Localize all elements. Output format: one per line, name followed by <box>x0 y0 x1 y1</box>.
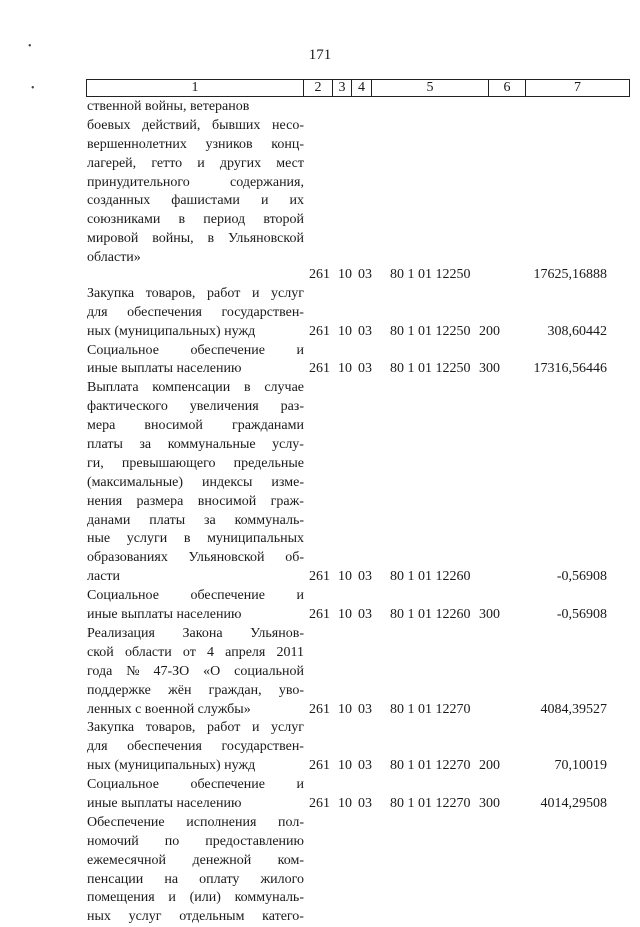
line-description: Закупка товаров, работ и услуг <box>87 285 304 301</box>
cell-c4: 03 <box>358 267 372 283</box>
line-description: лагерей, гетто и других мест <box>87 155 304 171</box>
line-description: созданных фашистами и их <box>87 193 304 209</box>
cell-c6: 300 <box>479 795 500 811</box>
cell-c2: 261 <box>309 267 330 283</box>
table-line <box>87 908 627 927</box>
line-description: Закупка товаров, работ и услуг <box>87 720 304 736</box>
table-line <box>87 587 627 606</box>
table-line <box>87 436 627 455</box>
cell-c6: 300 <box>479 361 500 377</box>
line-description: номочий по предоставлению <box>87 833 304 849</box>
column-header-3: 3 <box>333 80 352 97</box>
table-line <box>87 360 627 379</box>
line-description: иные выплаты населению <box>87 795 242 811</box>
cell-c3: 10 <box>338 701 352 717</box>
line-description: помещения и (или) коммуналь- <box>87 890 304 906</box>
line-description: Выплата компенсации в случае <box>87 380 304 396</box>
cell-c5: 80 1 01 12250 <box>390 267 471 283</box>
cell-c7: 17316,56446 <box>533 361 607 377</box>
line-description: мера вносимой гражданами <box>87 418 304 434</box>
table-line <box>87 174 627 193</box>
line-description: пенсации на оплату жилого <box>87 871 304 887</box>
table-line <box>87 701 627 720</box>
table-line <box>87 644 627 663</box>
table-line <box>87 285 627 304</box>
cell-c2: 261 <box>309 569 330 585</box>
cell-c7: 4014,29508 <box>540 795 607 811</box>
line-description: ные услуги в муниципальных <box>87 531 304 547</box>
table-line <box>87 663 627 682</box>
page-number: 171 <box>308 47 332 63</box>
cell-c2: 261 <box>309 607 330 623</box>
line-description: фактического увеличения раз- <box>87 399 304 415</box>
cell-c5: 80 1 01 12260 <box>390 607 471 623</box>
table-line <box>87 266 627 285</box>
table-line <box>87 568 627 587</box>
cell-c5: 80 1 01 12270 <box>390 795 471 811</box>
line-description: ежемесячной денежной ком- <box>87 852 304 868</box>
line-description: образованиях Ульяновской об- <box>87 550 304 566</box>
cell-c4: 03 <box>358 323 372 339</box>
line-description: ственной войны, ветеранов <box>87 99 250 114</box>
table-line <box>87 871 627 890</box>
cell-c5: 80 1 01 12250 <box>390 323 471 339</box>
table-line <box>87 211 627 230</box>
column-header-row <box>86 79 630 97</box>
line-description: ги, превышающего предельные <box>87 455 304 471</box>
cell-c4: 03 <box>358 361 372 377</box>
line-description: ных услуг отдельным катего- <box>87 909 304 925</box>
table-line <box>87 398 627 417</box>
column-header-7: 7 <box>526 80 630 97</box>
cell-c3: 10 <box>338 795 352 811</box>
line-description: Обеспечение исполнения пол- <box>87 814 304 830</box>
cell-c7: 308,60442 <box>547 323 607 339</box>
cell-c7: 17625,16888 <box>533 267 607 283</box>
cell-c4: 03 <box>358 795 372 811</box>
table-line <box>87 155 627 174</box>
cell-c2: 261 <box>309 758 330 774</box>
line-description: принудительного содержания, <box>87 174 304 190</box>
table-line <box>87 549 627 568</box>
table-line <box>87 776 627 795</box>
cell-c5: 80 1 01 12270 <box>390 701 471 717</box>
line-description: Социальное обеспечение и <box>87 342 304 358</box>
table-line <box>87 795 627 814</box>
table-line <box>87 530 627 549</box>
line-description: данами платы за коммуналь- <box>87 512 304 528</box>
line-description: Реализация Закона Ульянов- <box>87 625 304 641</box>
cell-c7: -0,56908 <box>556 569 607 585</box>
cell-c2: 261 <box>309 323 330 339</box>
cell-c6: 200 <box>479 758 500 774</box>
line-description: ской области от 4 апреля 2011 <box>87 644 304 660</box>
cell-c3: 10 <box>338 569 352 585</box>
line-description: Социальное обеспечение и <box>87 588 304 604</box>
cell-c4: 03 <box>358 569 372 585</box>
table-line <box>87 117 627 136</box>
table-line <box>87 682 627 701</box>
cell-c5: 80 1 01 12250 <box>390 361 471 377</box>
line-description: боевых действий, бывших несо- <box>87 117 304 133</box>
cell-c7: 4084,39527 <box>540 701 607 717</box>
cell-c5: 80 1 01 12260 <box>390 569 471 585</box>
line-description: области» <box>87 250 141 266</box>
cell-c4: 03 <box>358 758 372 774</box>
table-line <box>87 625 627 644</box>
table-line <box>87 379 627 398</box>
cell-c3: 10 <box>338 267 352 283</box>
table-line <box>87 889 627 908</box>
column-header-5: 5 <box>372 80 489 97</box>
cell-c3: 10 <box>338 361 352 377</box>
line-description: вершеннолетних узников конц- <box>87 136 304 152</box>
line-description: ласти <box>87 569 121 585</box>
cell-c3: 10 <box>338 758 352 774</box>
line-description: для обеспечения государствен- <box>87 304 304 320</box>
table-line <box>87 606 627 625</box>
table-line <box>87 814 627 833</box>
table-line <box>87 738 627 757</box>
line-description: ных (муниципальных) нужд <box>87 758 256 774</box>
cell-c2: 261 <box>309 361 330 377</box>
line-description: Социальное обеспечение и <box>87 777 304 793</box>
cell-c2: 261 <box>309 795 330 811</box>
line-description: платы за коммунальные услу- <box>87 437 304 453</box>
table-line <box>87 852 627 871</box>
table-line <box>87 192 627 211</box>
budget-table-body <box>87 98 627 927</box>
cell-c7: -0,56908 <box>556 607 607 623</box>
table-line <box>87 323 627 342</box>
table-line <box>87 98 627 117</box>
table-line <box>87 512 627 531</box>
line-description: для обеспечения государствен- <box>87 739 304 755</box>
line-description: (максимальные) индексы изме- <box>87 474 304 490</box>
line-description: ленных с военной службы» <box>87 701 251 717</box>
table-line <box>87 455 627 474</box>
cell-c6: 300 <box>479 607 500 623</box>
cell-c4: 03 <box>358 607 372 623</box>
table-line <box>87 719 627 738</box>
table-line <box>87 493 627 512</box>
line-description: иные выплаты населению <box>87 607 242 623</box>
table-line <box>87 417 627 436</box>
scan-mark: • <box>28 41 32 52</box>
table-line <box>87 833 627 852</box>
cell-c7: 70,10019 <box>554 758 607 774</box>
table-line <box>87 474 627 493</box>
cell-c2: 261 <box>309 701 330 717</box>
table-line <box>87 342 627 361</box>
line-description: ных (муниципальных) нужд <box>87 323 256 339</box>
cell-c6: 200 <box>479 323 500 339</box>
cell-c3: 10 <box>338 607 352 623</box>
column-header-2: 2 <box>304 80 333 97</box>
column-header-4: 4 <box>352 80 372 97</box>
line-description: союзниками в период второй <box>87 212 304 228</box>
line-description: поддержке жён граждан, уво- <box>87 682 304 698</box>
line-description: года № 47-ЗО «О социальной <box>87 663 304 679</box>
cell-c4: 03 <box>358 701 372 717</box>
table-line <box>87 136 627 155</box>
cell-c5: 80 1 01 12270 <box>390 758 471 774</box>
line-description: иные выплаты населению <box>87 361 242 377</box>
scan-mark: • <box>31 83 35 94</box>
table-line <box>87 757 627 776</box>
line-description: мировой войны, в Ульяновской <box>87 231 304 247</box>
line-description: нения размера вносимой граж- <box>87 493 304 509</box>
table-line <box>87 230 627 249</box>
column-header-6: 6 <box>489 80 526 97</box>
table-line <box>87 304 627 323</box>
column-header-1: 1 <box>87 80 304 97</box>
cell-c3: 10 <box>338 323 352 339</box>
